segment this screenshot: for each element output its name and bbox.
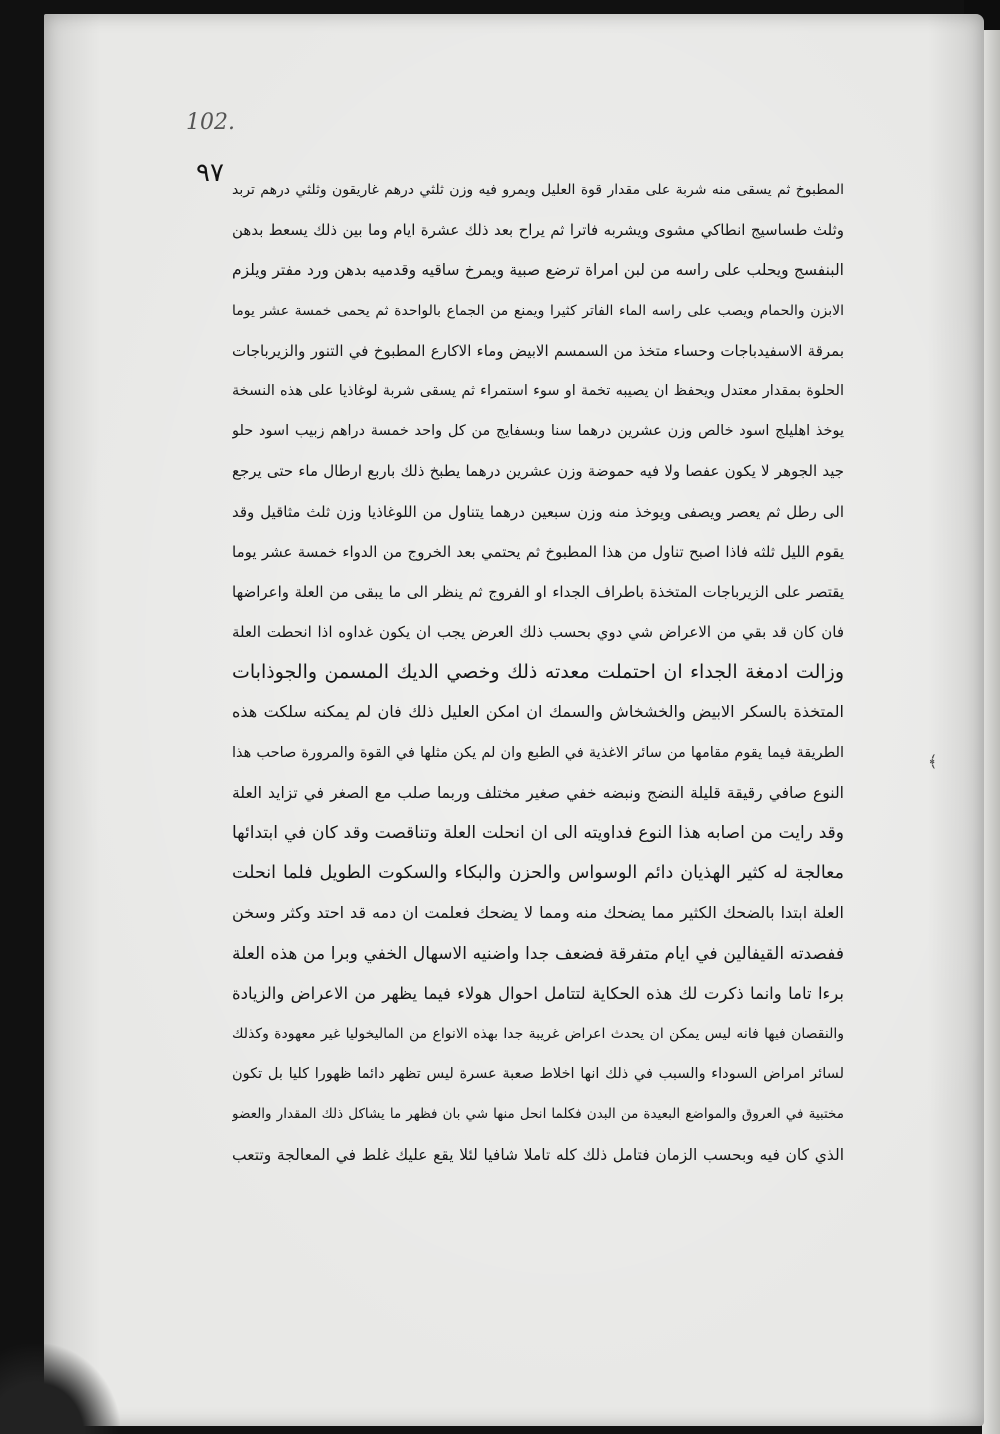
text-line: الى رطل ثم يعصر ويصفى ويوخذ منه وزن سبعين درهما يتناول من اللوغاذيا وزن ثلث مثاقيل وقد: [232, 502, 844, 521]
text-line: فان كان قد بقي من الاعراض شي دوي بحسب ذلك العرض يجب ان يكون غداوه اذا انحطت العلة: [232, 623, 844, 642]
text-line: الطريقة فيما يقوم مقامها من سائر الاغذية في الطبع وان لم يكن مثلها في القوة والمرورة صاحب هذا: [232, 744, 844, 761]
text-line: جيد الجوهر لا يكون عفصا ولا فيه حموضة وزن عشرين درهما يطبخ ذلك باربع ارطال ماء حتى يرجع: [232, 462, 844, 481]
text-line: برءا تاما وانما ذكرت لك هذه الحكاية لتتامل احوال هولاء فيما يظهر من الاعراض والزيادة: [232, 983, 844, 1003]
text-line: الابزن والحمام ويصب على راسه الماء الفاتر كثيرا ويمنع من الجماع بالواحدة ثم يحمى خمسة عشر يوما: [232, 302, 844, 319]
text-line: الذي كان فيه وبحسب الزمان فتامل ذلك كله تاملا شافيا لئلا يقع عليك غلط في المعالجة وتتعب: [232, 1145, 844, 1164]
margin-correction-mark: ﴾: [928, 752, 938, 771]
text-line: يوخذ اهليلج اسود خالص وزن عشرين درهما سنا وبسفايج من كل واحد خمسة دراهم زبيب اسود حلو: [232, 423, 844, 440]
scanner-thumb-shadow: [0, 1344, 120, 1434]
text-line: وقد رايت من اصابه هذا النوع فداويته الى ان انحلت العلة وتناقصت وقد كان في ابتدائها: [232, 823, 844, 843]
text-line: وزالت ادمغة الجداء ان احتملت معدته ذلك وخصي الديك المسمن والجوذابات: [232, 661, 844, 684]
manuscript-text-block: [232, 170, 844, 1175]
text-line: يقتصر على الزيرباجات المتخذة باطراف الجداء او الفروج ثم ينظر الى ما يبقى من العلة واعراضها: [232, 582, 844, 601]
page-edge: [982, 0, 1000, 1434]
text-line: وثلث طساسيج انطاكي مشوى ويشربه فاترا ثم يراح بعد ذلك عشرة ايام وما بين ذلك يسعط بدهن: [232, 221, 844, 240]
text-line: الحلوة بمقدار معتدل ويحفظ ان يصيبه تخمة او سوء استمراء ثم يسقى شربة لوغاذيا على هذه النسخة: [232, 382, 844, 399]
text-line: المتخذة بالسكر الابيض والخشخاش والسمك ان امكن العليل ذلك فان لم يمكنه سلكت هذه: [232, 702, 844, 722]
text-line: البنفسج ويحلب على راسه من لبن امراة ترضع صبية ويمرخ ساقيه وقدميه بدهن ورد مفتر ويلزم: [232, 261, 844, 280]
text-line: العلة ابتدا بالضحك الكثير مما يضحك منه ومما لا يضحك فعلمت ان دمه قد احتد وكثر وسخن: [232, 903, 844, 923]
text-line: المطبوخ ثم يسقى منه شربة على مقدار قوة العليل ويمرو فيه وزن ثلثي درهم غاريقون وثلثي درهم تربد: [232, 182, 844, 198]
text-line: والنقصان فيها فانه ليس يمكن ان يحدث اعراض غريبة جدا بهذه الانواع من الماليخوليا غير معهودة وكذلك: [232, 1025, 844, 1042]
text-line: معالجة له كثير الهذيان دائم الوسواس والحزن والبكاء والسكوت الطويل فلما انحلت: [232, 863, 844, 884]
text-line: لسائر امراض السوداء والسبب في ذلك انها اخلاط صعبة عسرة ليس تظهر دائما ظهورا كليا بل تكون: [232, 1066, 844, 1083]
text-line: ففصدته القيفالين في ايام متفرقة فضعف جدا واضنيه الاسهال الخفي وبرا من هذه العلة: [232, 943, 844, 964]
folio-number-ink: ٩٧: [196, 158, 224, 188]
folio-number-pencil: 102.: [186, 110, 235, 135]
text-line: مختبية في العروق والمواضع البعيدة من البدن فكلما انحل منها شي بان فظهر ما يشاكل ذلك المقدار والعضو: [232, 1106, 844, 1123]
text-line: يقوم الليل ثلثه فاذا اصبح تناول من هذا المطبوخ ثم يحتمي بعد الخروج من الدواء خمسة عشر يوما: [232, 542, 844, 561]
text-line: بمرقة الاسفيدباجات وحساء متخذ من السمسم الابيض وماء الاكارع المطبوخ في التنور والزيرباجات: [232, 341, 844, 360]
text-line: النوع صافي رقيقة قليلة النضج ونبضه خفي صغير مختلف وربما صلب مع الصغر في تزايد العلة: [232, 783, 844, 802]
